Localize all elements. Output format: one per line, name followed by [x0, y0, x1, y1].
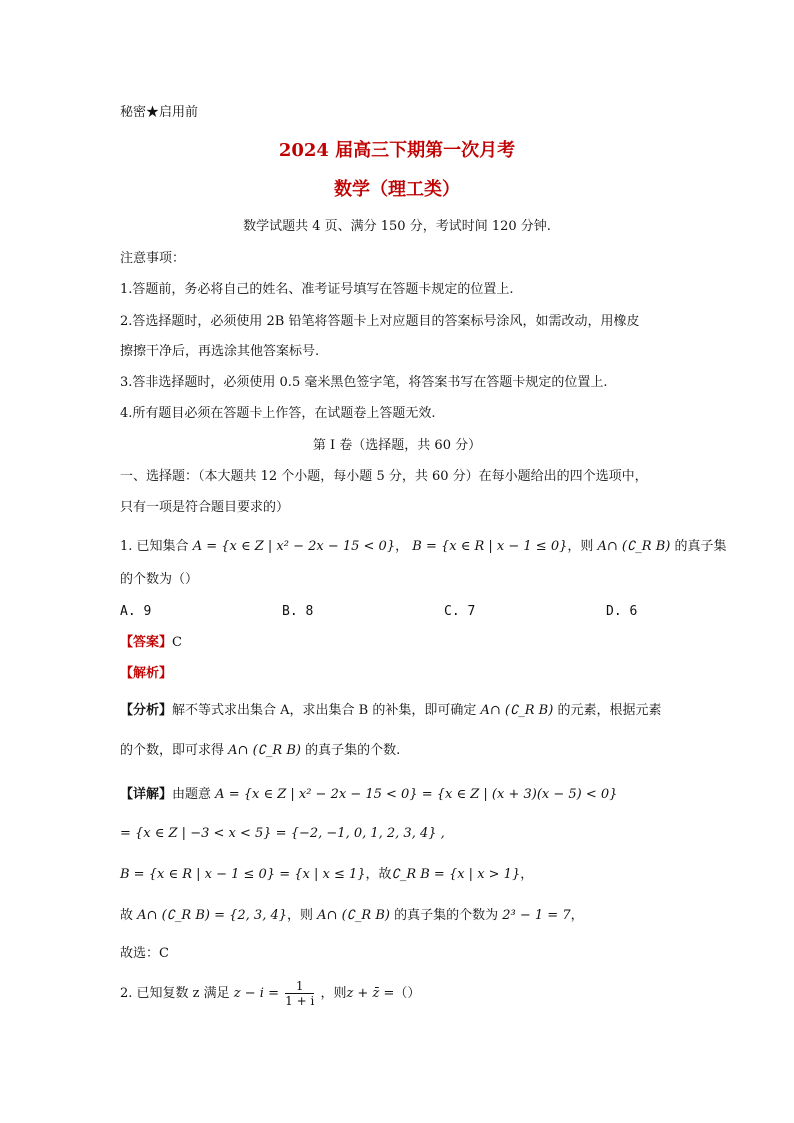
detail-expr-3a: B = {x ∈ R | x − 1 ≤ 0} = {x | x ≤ 1} — [120, 867, 366, 882]
detail-expr-3c: ∁_R B = {x | x > 1} — [391, 867, 521, 882]
answer-value: C — [172, 635, 182, 650]
analysis-label: 【解析】 — [120, 666, 173, 681]
q2-fraction-denominator: 1 + i — [285, 994, 315, 1008]
q1-set-b: B = {x ∈ R | x − 1 ≤ 0} — [412, 539, 568, 554]
section-intro-1: 一、选择题：（本大题共 12 个小题，每小题 5 分，共 60 分）在每小题给出的四个选项中， — [120, 469, 648, 484]
note-item-2: 2.答选择题时，必须使用 2B 铅笔将答题卡上对应题目的答案标号涂风，如需改动，用橡皮 — [120, 314, 640, 329]
q1-then: ，则 — [567, 539, 594, 554]
notes-heading: 注意事项： — [120, 251, 186, 266]
detail-text-4g: ， — [570, 908, 584, 923]
section-heading: 第 I 卷（选择题，共 60 分） — [312, 438, 482, 453]
q1-option-b: B. 8 — [282, 604, 314, 619]
q1-detail-line4 — [120, 907, 584, 925]
note-item-2-cont: 擦擦干净后，再选涂其他答案标号. — [120, 344, 320, 359]
detail-expr-2: = {x ∈ Z | −3 < x < 5} = {−2, −1, 0, 1, 2, 3, 4} , — [120, 826, 445, 841]
fenxi-text-1a: 解不等式求出集合 A，求出集合 B 的补集，即可确定 — [172, 703, 477, 718]
q1-suffix: 的真子集 — [674, 539, 727, 554]
q1-analysis-label — [120, 665, 172, 683]
q1-answer-line — [120, 634, 182, 652]
q1-prefix: 1. 已知集合 — [120, 539, 189, 554]
q1-detail-line3 — [120, 866, 533, 884]
q1-detail-line1 — [120, 786, 617, 804]
q1-fenxi-line2 — [120, 742, 400, 760]
detail-text-3d: ， — [520, 867, 534, 882]
exam-info: 数学试题共 4 页、满分 150 分，考试时间 120 分钟. — [243, 219, 551, 234]
q1-detail-line2 — [120, 825, 445, 843]
q2-prefix: 2. 已知复数 z 满足 — [120, 986, 230, 1001]
q2-lhs: z − i = — [233, 986, 279, 1001]
fenxi-text-1b: 的元素，根据元素 — [557, 703, 662, 718]
q2-fraction — [285, 979, 314, 1008]
secret-label: 秘密★启用前 — [120, 105, 199, 120]
detail-text-1a: 由题意 — [172, 787, 212, 802]
q1-option-d: D. 6 — [606, 604, 638, 619]
q2-expr: z + z̄ = — [346, 986, 395, 1001]
q2-suffix: （） — [394, 986, 421, 1001]
detail-expr-4d: A∩ (∁_R B) — [317, 908, 390, 923]
note-item-4: 4.所有题目必须在答题卡上作答，在试题卷上答题无效. — [120, 406, 436, 421]
answer-label: 【答案】 — [120, 635, 173, 650]
q2-then: ，则 — [320, 986, 347, 1001]
q1-choose: 故选：C — [120, 946, 169, 961]
exam-subtitle: 数学（理工类） — [334, 179, 460, 200]
detail-expr-1: A = {x ∈ Z | x² − 2x − 15 < 0} = {x ∈ Z | (x + 3)(x − 5) < 0} — [215, 787, 618, 802]
detail-text-4c: ，则 — [287, 908, 314, 923]
q2-stem — [120, 978, 420, 1010]
fenxi-text-2a: 的个数，即可求得 — [120, 743, 225, 758]
note-item-3: 3.答非选择题时，必须使用 0.5 毫米黑色签字笔，将答案书写在答题卡规定的位置上. — [120, 375, 608, 390]
q1-stem — [120, 538, 726, 556]
detail-text-4a: 故 — [120, 908, 134, 923]
fenxi-label: 【分析】 — [120, 703, 173, 718]
fenxi-expr-2: A∩ (∁_R B) — [228, 743, 301, 758]
fenxi-expr-1: A∩ (∁_R B) — [480, 703, 554, 718]
q1-option-a: A. 9 — [120, 604, 152, 619]
detail-expr-4b: A∩ (∁_R B) = {2, 3, 4} — [137, 908, 287, 923]
detail-label: 【详解】 — [120, 787, 173, 802]
fenxi-text-2b: 的真子集的个数. — [305, 743, 401, 758]
q1-expr: A∩ (∁_R B) — [597, 539, 671, 554]
section-intro-2: 只有一项是符合题目要求的） — [120, 500, 290, 515]
detail-text-3b: ，故 — [365, 867, 392, 882]
note-item-1: 1.答题前，务必将自己的姓名、准考证号填写在答题卡规定的位置上. — [120, 282, 514, 297]
exam-title: 2024 届高三下期第一次月考 — [278, 140, 516, 161]
q1-stem-line2: 的个数为（） — [120, 572, 199, 587]
q1-set-a: A = {x ∈ Z | x² − 2x − 15 < 0} — [192, 539, 396, 554]
q2-fraction-numerator: 1 — [285, 979, 314, 994]
q1-sep: ， — [395, 539, 409, 554]
detail-text-4e: 的真子集的个数为 — [394, 908, 499, 923]
detail-expr-4f: 2³ − 1 = 7 — [502, 908, 571, 923]
q1-option-c: C. 7 — [444, 604, 476, 619]
q1-fenxi-line1 — [120, 702, 661, 720]
